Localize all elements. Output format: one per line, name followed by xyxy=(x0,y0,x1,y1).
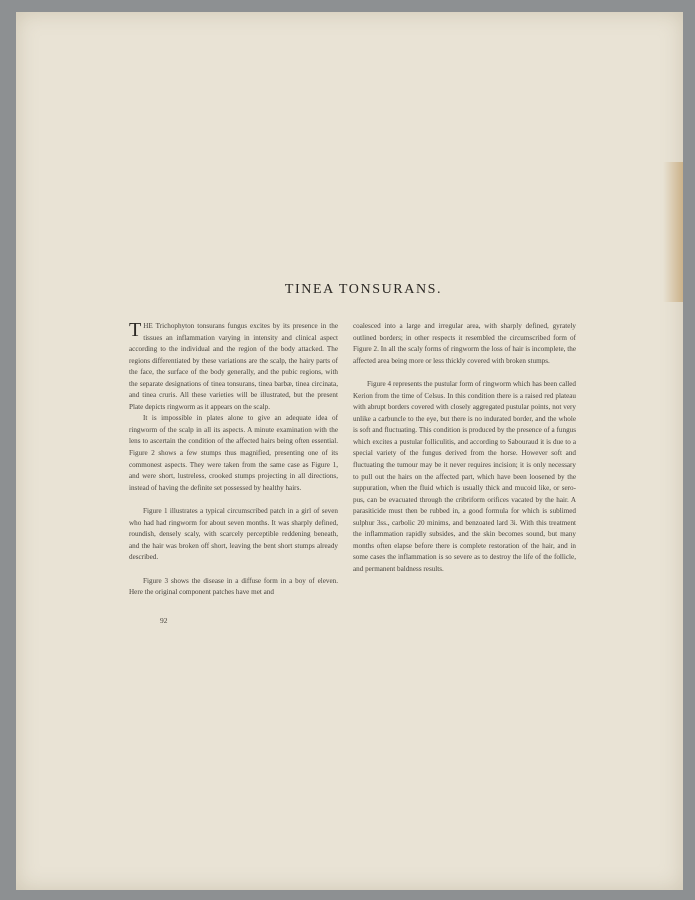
paragraph-figure-4: Figure 4 represents the pustular form of ringworm which has been called Kerion from the time of Celsus. In this condition there is a raised red plateau with abrupt borders covered with closely aggregated pustular points, not very unlike a carbuncle to the eye, but there is no indurated border, and the whole is soft and fluctuating. This condition is produced by the presence of a fungus which excites a pustular folliculitis, and according to Sabouraud it is due to a special variety of the fungus derived from the horse. However soft and fluctuating the tumour may be it never requires incision; it is only necessary to pull out the hairs on the affected part, which have been loosened by the suppuration, when the fluid which is usually thick and mucoid like, or sero-pus, can be evacuated through the cribriform orifices vacated by the hair. A parasiticide must then be rubbed in, a good formula for which is sublimed sulphur 3ss., carbolic 20 minims, and benzoated lard 3i. With this treatment the inflammation rapidly subsides, and the skin becomes sound, but many months often elapse before there is complete restoration of the hair, and in some cases the inflammation is so severe as to destroy the life of the follicle, and permanent baldness results. xyxy=(353,380,576,573)
paragraph-figure-1: Figure 1 illustrates a typical circumscribed patch in a girl of seven who had had ringworm for about seven months. It was sharply defined, roundish, densely scaly, with scarcely perceptible reddening beneath, and the hair was broken off short, leaving the bent short stumps already described. xyxy=(129,507,338,562)
paper-stain xyxy=(663,162,683,302)
page-title: TINEA TONSURANS. xyxy=(284,282,443,297)
page-number: 92 xyxy=(160,616,168,625)
paragraph-figure-3: Figure 3 shows the disease in a diffuse form in a boy of eleven. Here the original component patches have met and xyxy=(129,576,338,597)
paragraph-figure-2-continued: coalesced into a large and irregular area, with sharply defined, gyrately outlined borders; in other respects it resembled the circumscribed form of Figure 2. In all the scaly forms of ringworm the loss of hair is incomplete, the affected area being more or less thickly covered with broken stumps. xyxy=(353,322,576,365)
paragraph-scalp-examination: It is impossible in plates alone to give an adequate idea of ringworm of the scalp in all its aspects. A minute examination with the lens to ascertain the condition of the affected hairs being often essential. Figure 2 shows a few stumps thus magnified, presenting one of its commonest aspects. They were taken from the same case as Figure 1, and were short, lustreless, crooked stumps projecting in all directions, instead of having the definite set possessed by healthy hairs. xyxy=(129,414,338,492)
document-page xyxy=(16,12,683,890)
left-text-column xyxy=(129,321,338,599)
paragraph-intro-text: HE Trichophyton tonsurans fungus excites by its presence in the tissues an inflammation varying in intensity and clinical aspect according to the individual and the region of the body attacked. The regions differentiated by these variations are the scalp, the hairy parts of the face, the surface of the body generally, and the pubic regions, with the separate designations of tinea tonsurans, tinea barbæ, tinea circinata, and tinea cruris. All these varieties will be illustrated, but the present Plate depicts ringworm as it appears on the scalp. xyxy=(129,322,338,411)
drop-cap: T xyxy=(129,319,142,341)
right-text-column xyxy=(353,321,576,575)
paragraph-intro xyxy=(129,321,338,413)
